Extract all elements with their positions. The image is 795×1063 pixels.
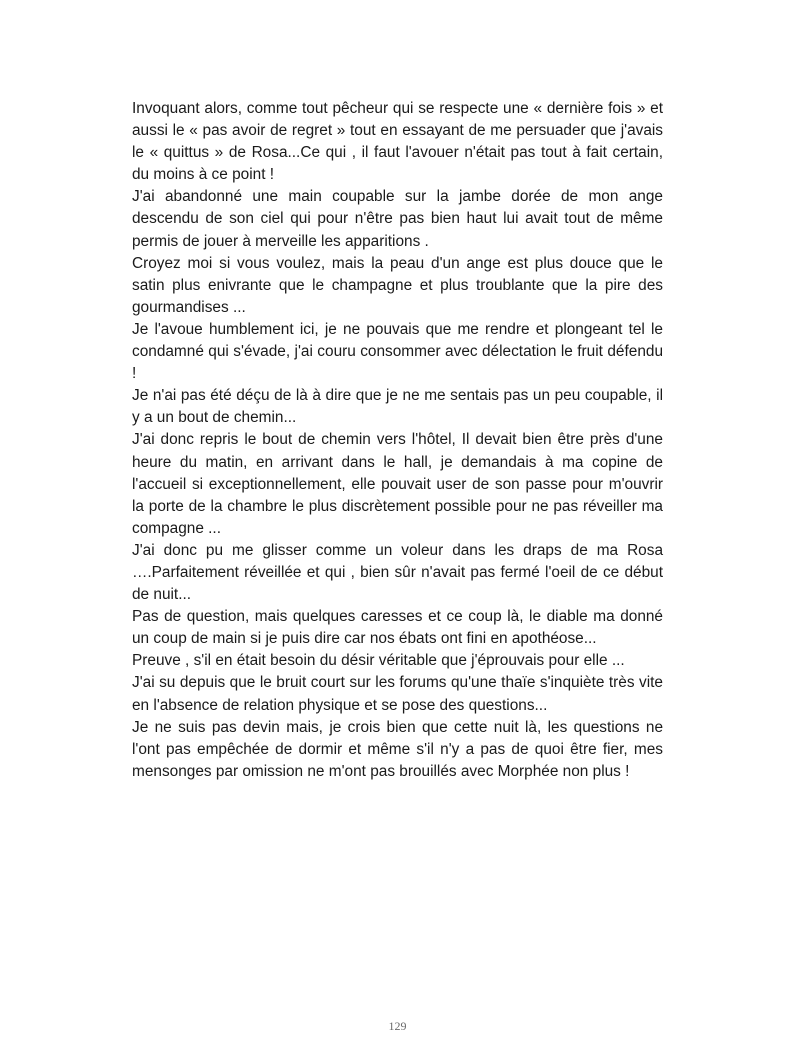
paragraph: Je ne suis pas devin mais, je crois bien que cette nuit là, les questions ne l'ont pas empêchée de dormir et même s'il n'y a pas de quoi être fier, mes mensonges par omission ne m'ont pas brouillés avec Morphée non plus ! bbox=[132, 718, 663, 780]
page-number: 129 bbox=[388, 1019, 407, 1033]
paragraph: Pas de question, mais quelques caresses et ce coup là, le diable ma donné un coup de main si je puis dire car nos ébats ont fini en apothéose... bbox=[132, 608, 663, 648]
paragraph: J'ai su depuis que le bruit court sur les forums qu'une thaïe s'inquiète très vite en l'absence de relation physique et se pose des questions... bbox=[132, 674, 663, 714]
paragraph: Je l'avoue humblement ici, je ne pouvais que me rendre et plongeant tel le condamné qui s'évade, j'ai couru consommer avec délectation le fruit défendu ! bbox=[132, 320, 663, 383]
paragraph: J'ai abandonné une main coupable sur la jambe dorée de mon ange descendu de son ciel qui pour n'être pas bien haut lui avait tout de même permis de jouer à merveille les apparitions . bbox=[132, 188, 663, 250]
paragraph: Je n'ai pas été déçu de là à dire que je ne me sentais pas un peu coupable, il y a un bout de chemin... bbox=[132, 387, 663, 427]
body-text bbox=[132, 98, 663, 783]
paragraph: J'ai donc pu me glisser comme un voleur dans les draps de ma Rosa ….Parfaitement réveillée et qui , bien sûr n'avait pas fermé l'oeil de ce début de nuit... bbox=[132, 541, 663, 604]
paragraph: Invoquant alors, comme tout pêcheur qui se respecte une « dernière fois » et aussi le « pas avoir de regret » tout en essayant de me persuader que j'avais le « quittus » de Rosa...Ce qui , il faut l'avouer n'était pas tout à fait certain, du moins à ce point ! bbox=[132, 100, 663, 184]
paragraph: Preuve , s'il en était besoin du désir véritable que j'éprouvais pour elle ... bbox=[132, 652, 625, 670]
paragraph: Croyez moi si vous voulez, mais la peau d'un ange est plus douce que le satin plus enivrante que le champagne et plus troublante que la pire des gourmandises ... bbox=[132, 254, 663, 316]
paragraph: J'ai donc repris le bout de chemin vers l'hôtel, Il devait bien être près d'une heure du matin, en arrivant dans le hall, je demandais à ma copine de l'accueil si exceptionnellement, elle pouvait user de son passe pour m'ouvrir la porte de la chambre le plus discrètement possible pour ne pas réveiller ma compagne ... bbox=[132, 431, 663, 537]
